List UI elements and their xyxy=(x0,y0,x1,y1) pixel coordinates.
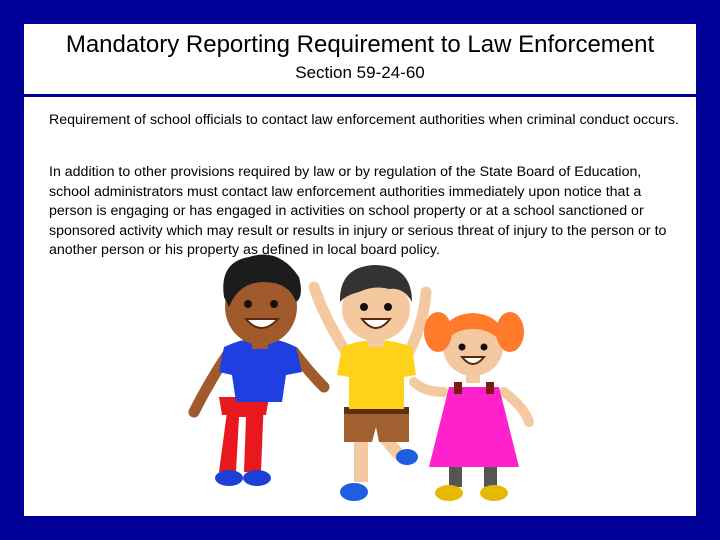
title-panel xyxy=(24,24,696,94)
slide-subtitle: Section 59-24-60 xyxy=(295,63,425,82)
intro-paragraph: Requirement of school officials to contact law enforcement authorities when criminal conduct occurs. xyxy=(49,112,679,128)
three-children-illustration-icon xyxy=(24,97,696,516)
girl-right-figure xyxy=(414,312,529,501)
body-paragraph: In addition to other provisions required by law or by regulation of the State Board of Education, school administrators must contact law enforcement authorities immediately upon notice that a person is engaging or has engaged in activities on school property or at a school sanctioned or sponsored activity which may result or results in injury or serious threat of injury to the person or to another person or his property as defined in local board policy. xyxy=(49,164,667,258)
boy-left-figure xyxy=(194,255,324,487)
content-panel xyxy=(24,97,696,516)
slide-title: Mandatory Reporting Requirement to Law Enforcement xyxy=(65,31,655,58)
